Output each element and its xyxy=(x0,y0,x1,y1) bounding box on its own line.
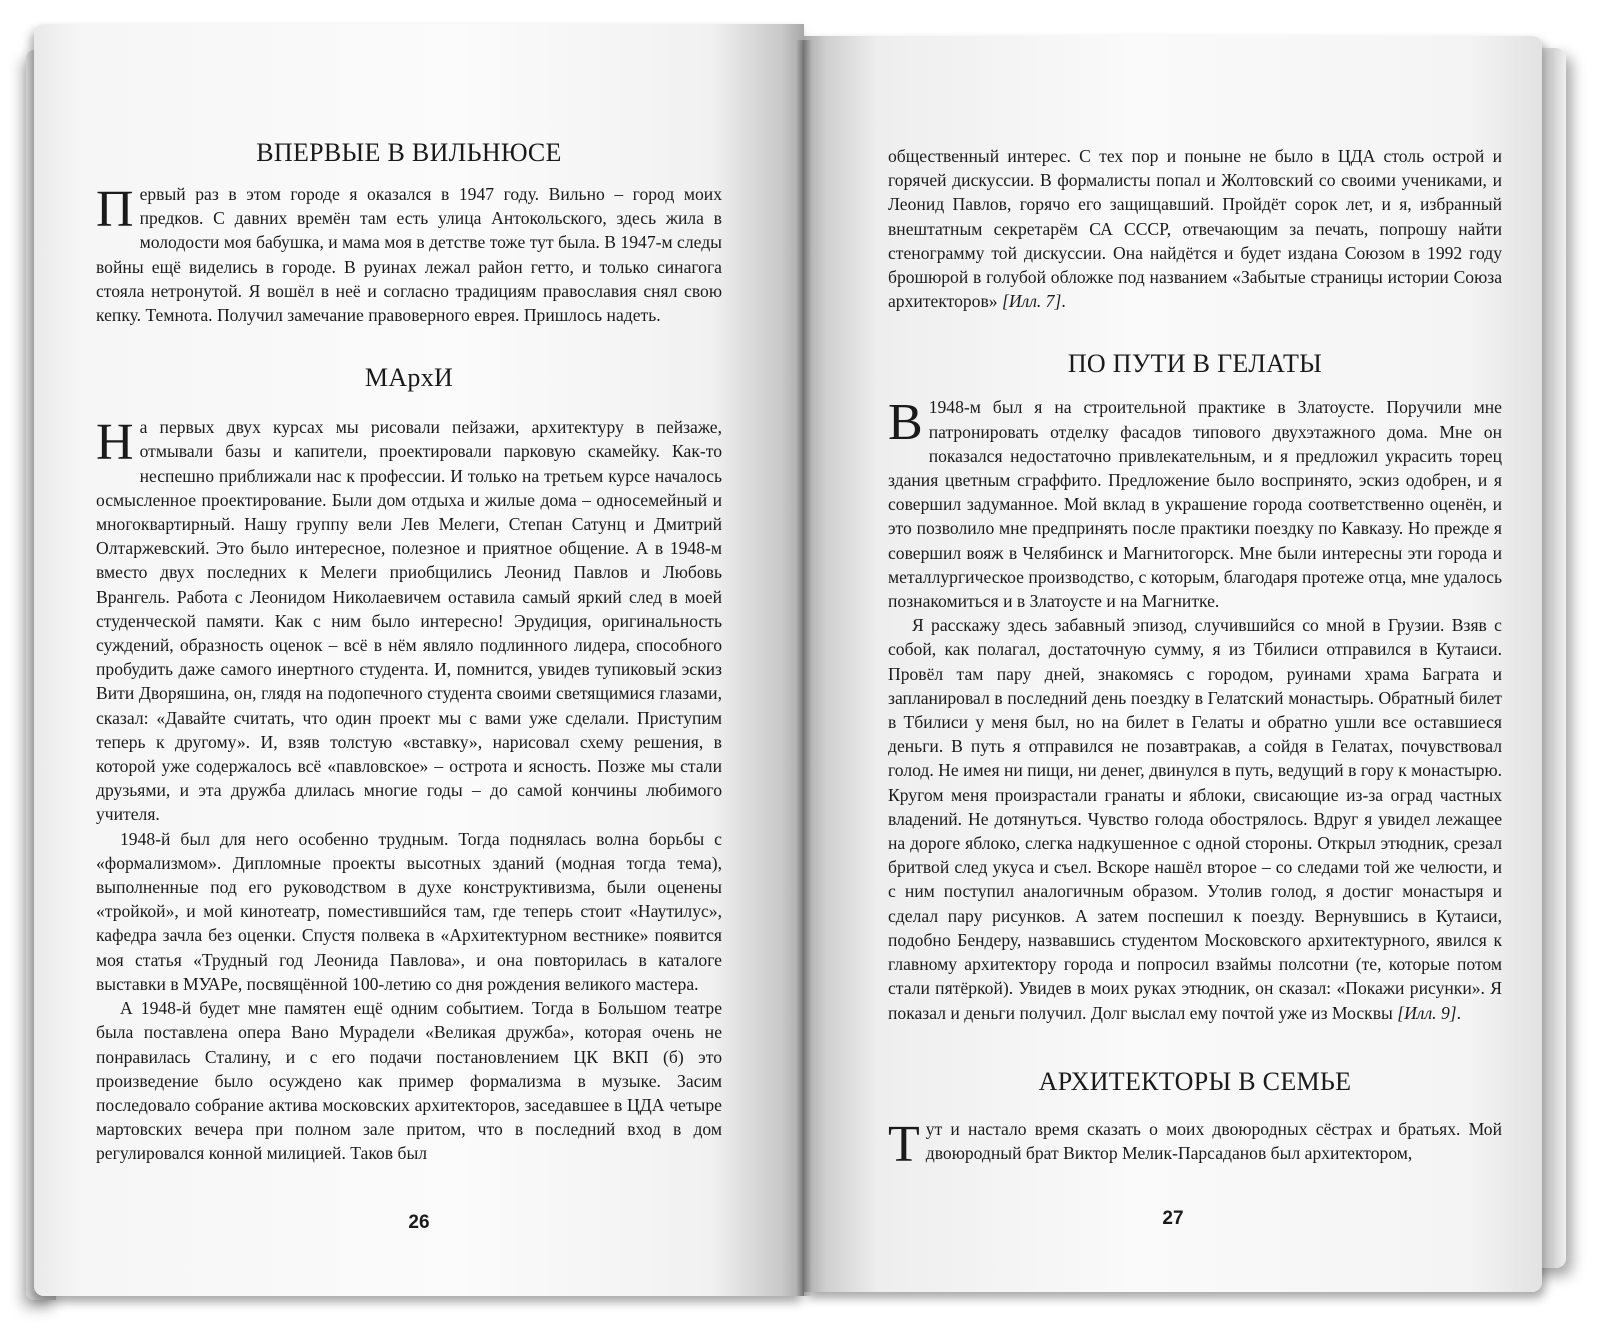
paragraph-architects: Тут и настало время сказать о моих двоюродных сёстрах и братьях. Мой двоюродный брат Виктор Мелик-Парсаданов был архитектором, xyxy=(888,1115,1502,1173)
section-title-markhi: МАрхИ xyxy=(364,363,454,393)
section-title-architects: АРХИТЕКТОРЫ В СЕМЬЕ xyxy=(1038,1066,1352,1096)
paragraph-markhi-3: А 1948-й будет мне памятен ещё одним событием. Тогда в Большом театре была поставлена опера Вано Мурадели «Великая дружба», которая очень не понравилась Сталину, и с его подачи постановлением ЦК ВКП (б) это произведение было осуждено как пример формализма в музыке. Засим последовало собрание актива московских архитекторов, заседавшее в ЦДА четыре мартовских вечера при полном зале притом, что в последний вход в дом регулировался конной милицией. Таков был xyxy=(96,998,722,1164)
drop-cap: Т xyxy=(888,1115,920,1173)
left-page-text xyxy=(96,136,722,1166)
right-page xyxy=(804,36,1542,1292)
illustration-ref-9: [Илл. 9] xyxy=(1397,1002,1457,1023)
illustration-ref-7: [Илл. 7] xyxy=(1001,291,1062,312)
paragraph-continuation: общественный интерес. С тех пор и поныне не было в ЦДА столь острой и горячей дискуссии. В формалисты попал и Жолтовский со своими учениками, и Леонид Павлов, горячо его защищавший. Пройдёт сорок лет, и я, избранный внештатным секретарём СА СССР, отвечающим за печать, попрошу найти стенограмму той дискуссии. Она найдётся и будет издана Союзом в 1992 году брошюрой в голубой обложке под названием «Забытые страницы истории Союза архитекторов» [Илл. 7]. xyxy=(888,146,1502,312)
drop-cap: П xyxy=(96,181,134,238)
page-number-right: 27 xyxy=(1162,1208,1184,1229)
left-page xyxy=(34,24,804,1296)
drop-cap: Н xyxy=(96,414,134,472)
paragraph-vilnius: Первый раз в этом городе я оказался в 1947 году. Вильно – город моих предков. С давних времён там есть улица Антокольского, здесь жила в молодости моя бабушка, и мама моя в детстве тоже тут была. В 1947-м следы войны ещё виделись в городе. В руинах лежал район гетто, и только синагога стояла нетронутой. Я вошёл в неё и согласно традициям православия снял свою кепку. Темнота. Получил замечание правоверного еврея. Пришлось надеть. xyxy=(96,181,722,326)
book-spine-shadow xyxy=(796,40,812,1296)
paragraph-gelati-1: В 1948-м был я на строительной практике в Златоусте. Поручили мне патронировать отделку фасадов типового двухэтажного дома. Мне он показался недостаточно привлекательным, и я предложил украсить торец здания цветным сграффито. Предложение было воспринято, эскиз одобрен, и я совершил задуманное. Мой вклад в украшение города соответственно оценён, и это позволило мне предпринять после практики поездку по Кавказу. Но прежде я совершил вояж в Челябинск и Магнитогорск. Мне были интересны эти города и металлургическое производство, с которым, благодаря протеже отца, мне удалось познакомиться и в Златоусте и на Магнитке. xyxy=(888,394,1502,612)
section-title-gelati: ПО ПУТИ В ГЕЛАТЫ xyxy=(1067,349,1323,379)
drop-cap: В xyxy=(888,394,923,452)
page-number-left: 26 xyxy=(408,1212,430,1233)
paragraph-gelati-2: Я расскажу здесь забавный эпизод, случившийся со мной в Грузии. Взяв с собой, как полагал, достаточную сумму, я из Тбилиси отправился в Кутаиси. Провёл там пару дней, знакомясь с городом, руинами храма Баграта и запланировал в последний день поездку в Гелатский монастырь. Обратный билет в Тбилиси у меня был, но на билет в Гелаты и обратно ушли все оставшиеся деньги. В путь я отправился не позавтракав, а сойдя в Гелатах, почувствовал голод. Не имея ни пищи, ни денег, двинулся в путь, ведущий в гору к монастырю. Кругом меня произрастали гранаты и яблоки, свисающие из-за оград частных владений. Не дотянуться. Чувство голода обострялось. Вдруг я увидел лежащее на дороге яблоко, слегка надкушенное с одной стороны. Открыл этюдник, срезал бритвой след укуса и съел. Вскоре нашёл второе – со следами той же челюсти, и с ним поступил аналогичным образом. Утолив голод, я достиг монастыря и сделал пару рисунков. А затем поспешил к поезду. Вернувшись в Кутаиси, подобно Бендеру, назвавшись студентом Московского архитектурного, явился к главному архитектору города и попросил взаймы полсотни (те, которые потом стали пятёркой). Увидев в моих руках этюдник, он сказал: «Покажи рисунки». Я показал и деньги получил. Долг выслал ему почтой уже из Москвы [Илл. 9]. xyxy=(888,615,1502,1023)
section-title-vilnius: ВПЕРВЫЕ В ВИЛЬНЮСЕ xyxy=(256,138,562,167)
right-page-text xyxy=(888,144,1502,1173)
paragraph-markhi-2: 1948-й был для него особенно трудным. Тогда поднялась волна борьбы с «формализмом». Дипломные проекты высотных зданий (модная тогда тема), выполненные под его руководством в духе конструктивизма, были оценены «тройкой», и мой кинотеатр, поместившийся там, где теперь стоит «Наутилус», кафедра зачла без оценки. Спустя полвека в «Архитектурном вестнике» появится моя статья «Трудный год Леонида Павлова», и она повторилась в каталоге выставки в МУАРе, посвящённой 100-летию со дня рождения великого мастера. xyxy=(96,828,722,994)
paragraph-markhi-1: На первых двух курсах мы рисовали пейзажи, архитектуру в пейзаже, отмывали базы и капители, проектировали парковую скамейку. Как-то неспешно приближали нас к профессии. И только на третьем курсе началось осмысленное проектирование. Были дом отдыха и жилые дома – односемейный и многоквартирный. Нашу группу вели Лев Мелеги, Степан Сатунц и Дмитрий Олтаржевский. Это было интересное, полезное и приятное общение. А в 1948-м вместо двух последних к Мелеги приобщились Леонид Павлов и Любовь Врангель. Работа с Леонидом Николаевичем оставила самый яркий след в моей студенческой памяти. Как с ним было интересно! Эрудиция, оригинальность суждений, образность оценок – всё в нём являло подлинного лидера, способного пробудить даже самого инертного студента. И, помнится, увидев тупиковый эскиз Вити Дворяшина, он, глядя на подопечного студента своими светящимися глазами, сказал: «Давайте считать, что один проект мы с вами уже сделали. Приступим теперь к другому». И, взяв толстую «вставку», нарисовал схему решения, в которой уже содержалось всё «павловское» – острота и ясность. Позже мы стали друзьями, и эта дружба длилась многие годы – до самой кончины любимого учителя. xyxy=(96,414,722,825)
